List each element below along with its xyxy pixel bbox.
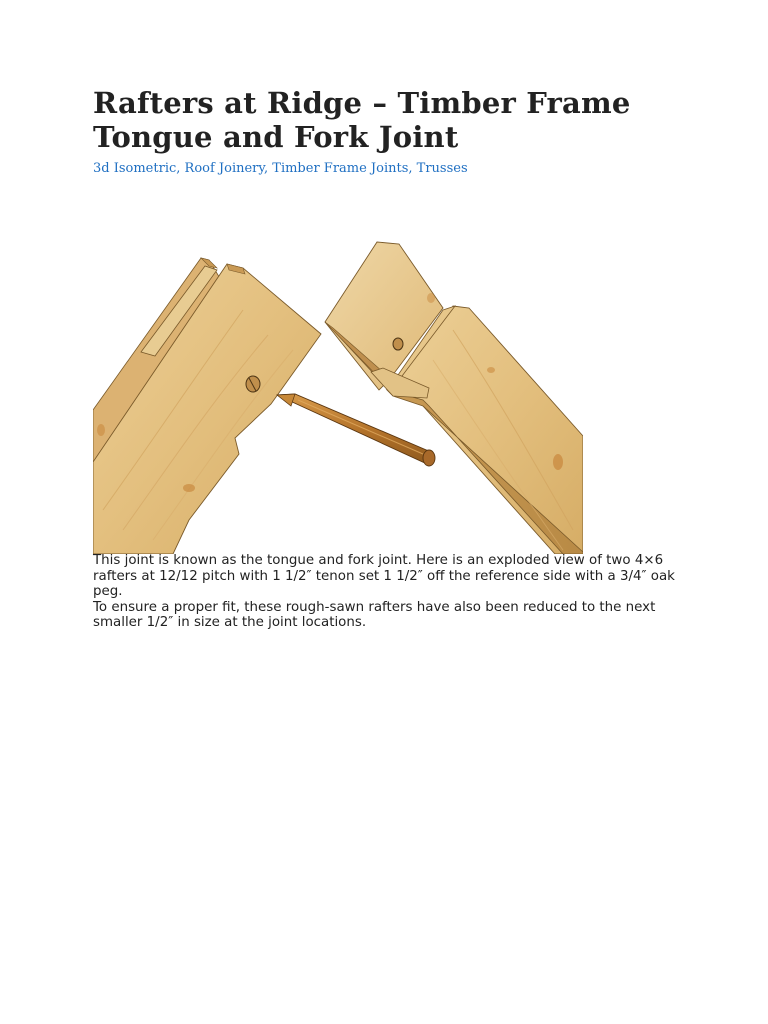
paragraph-intro: This joint is known as the tongue and fork joint. Here is an exploded view of two 4×6 rafters at 12/12 pitch with 1 1/2″ tenon set 1 1/2″ off the reference side with a 3/4″ oak peg. [93,553,675,600]
category-link-timber-frame-joints[interactable]: Timber Frame Joints [272,161,409,176]
oak-peg [277,394,435,466]
category-separator: , [408,161,417,176]
category-link-roof-joinery[interactable]: Roof Joinery [184,161,265,176]
post-content [93,86,683,631]
paragraph-fit: To ensure a proper fit, these rough-sawn rafters have also been reduced to the next smaller 1/2″ in size at the joint locations. [93,599,656,631]
post-categories [93,160,683,178]
left-peg-hole [246,376,260,392]
left-rafter [93,258,321,554]
right-peg-hole [393,338,403,350]
category-link-trusses[interactable]: Trusses [416,161,468,176]
category-separator: , [176,161,185,176]
post-title: Rafters at Ridge – Timber Frame Tongue and Fork Joint [93,86,631,154]
right-rafter [325,242,583,554]
category-separator: , [264,161,273,176]
joint-illustration [93,240,583,554]
post-body [93,553,683,631]
category-link-3d-isometric[interactable]: 3d Isometric [93,161,177,176]
